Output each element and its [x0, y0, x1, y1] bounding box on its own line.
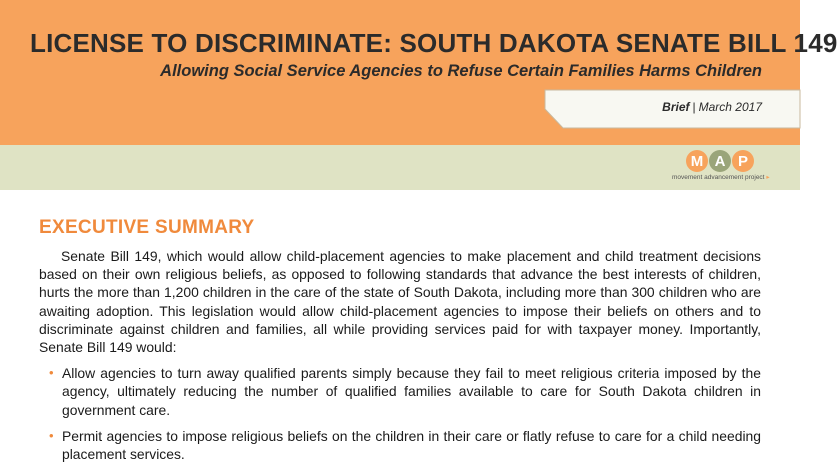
map-logo: [672, 150, 772, 184]
list-item: [39, 427, 761, 463]
summary-body: [39, 247, 761, 471]
section-heading: EXECUTIVE SUMMARY: [39, 217, 255, 238]
brief-separator: |: [692, 100, 696, 114]
document-title: LICENSE TO DISCRIMINATE: SOUTH DAKOTA SENATE BILL 149: [30, 28, 838, 58]
list-item: [39, 364, 761, 419]
bullet-text: Allow agencies to turn away qualified parents simply because they fail to meet religious criteria imposed by the agency, ultimately reducing the number of qualified families available to care for South Dakota children in government care.: [62, 365, 761, 418]
bullet-icon: •: [49, 365, 54, 381]
logo-tagline: [672, 173, 770, 181]
brief-label: Brief: [662, 100, 690, 114]
bullet-icon: •: [49, 427, 54, 443]
arrow-right-icon: ▸: [766, 174, 770, 181]
logo-letter-a: A: [709, 150, 731, 172]
summary-bullet-list: [39, 364, 761, 463]
logo-tagline-text: movement advancement project: [672, 174, 765, 181]
logo-letter-p: P: [732, 150, 754, 172]
document-subtitle: Allowing Social Service Agencies to Refuse Certain Families Harms Children: [160, 62, 762, 80]
brief-date-line: [662, 100, 762, 114]
bullet-text: Permit agencies to impose religious beliefs on the children in their care or flatly refuse to care for a child needing placement services.: [62, 427, 761, 463]
logo-letter-m: M: [686, 150, 708, 172]
summary-paragraph: Senate Bill 149, which would allow child-placement agencies to make placement and child treatment decisions based on their own religious beliefs, as opposed to following standards that advance the best interests of children, hurts the more than 1,200 children in the care of the state of South Dakota, including more than 300 children who are awaiting adoption. This legislation would allow child-placement agencies to impose their beliefs on others and to discriminate against children and families, all while providing services paid for with taxpayer money. Importantly, Senate Bill 149 would:: [39, 248, 761, 356]
map-logo-letters: [686, 150, 754, 172]
brief-date: March 2017: [698, 100, 762, 114]
